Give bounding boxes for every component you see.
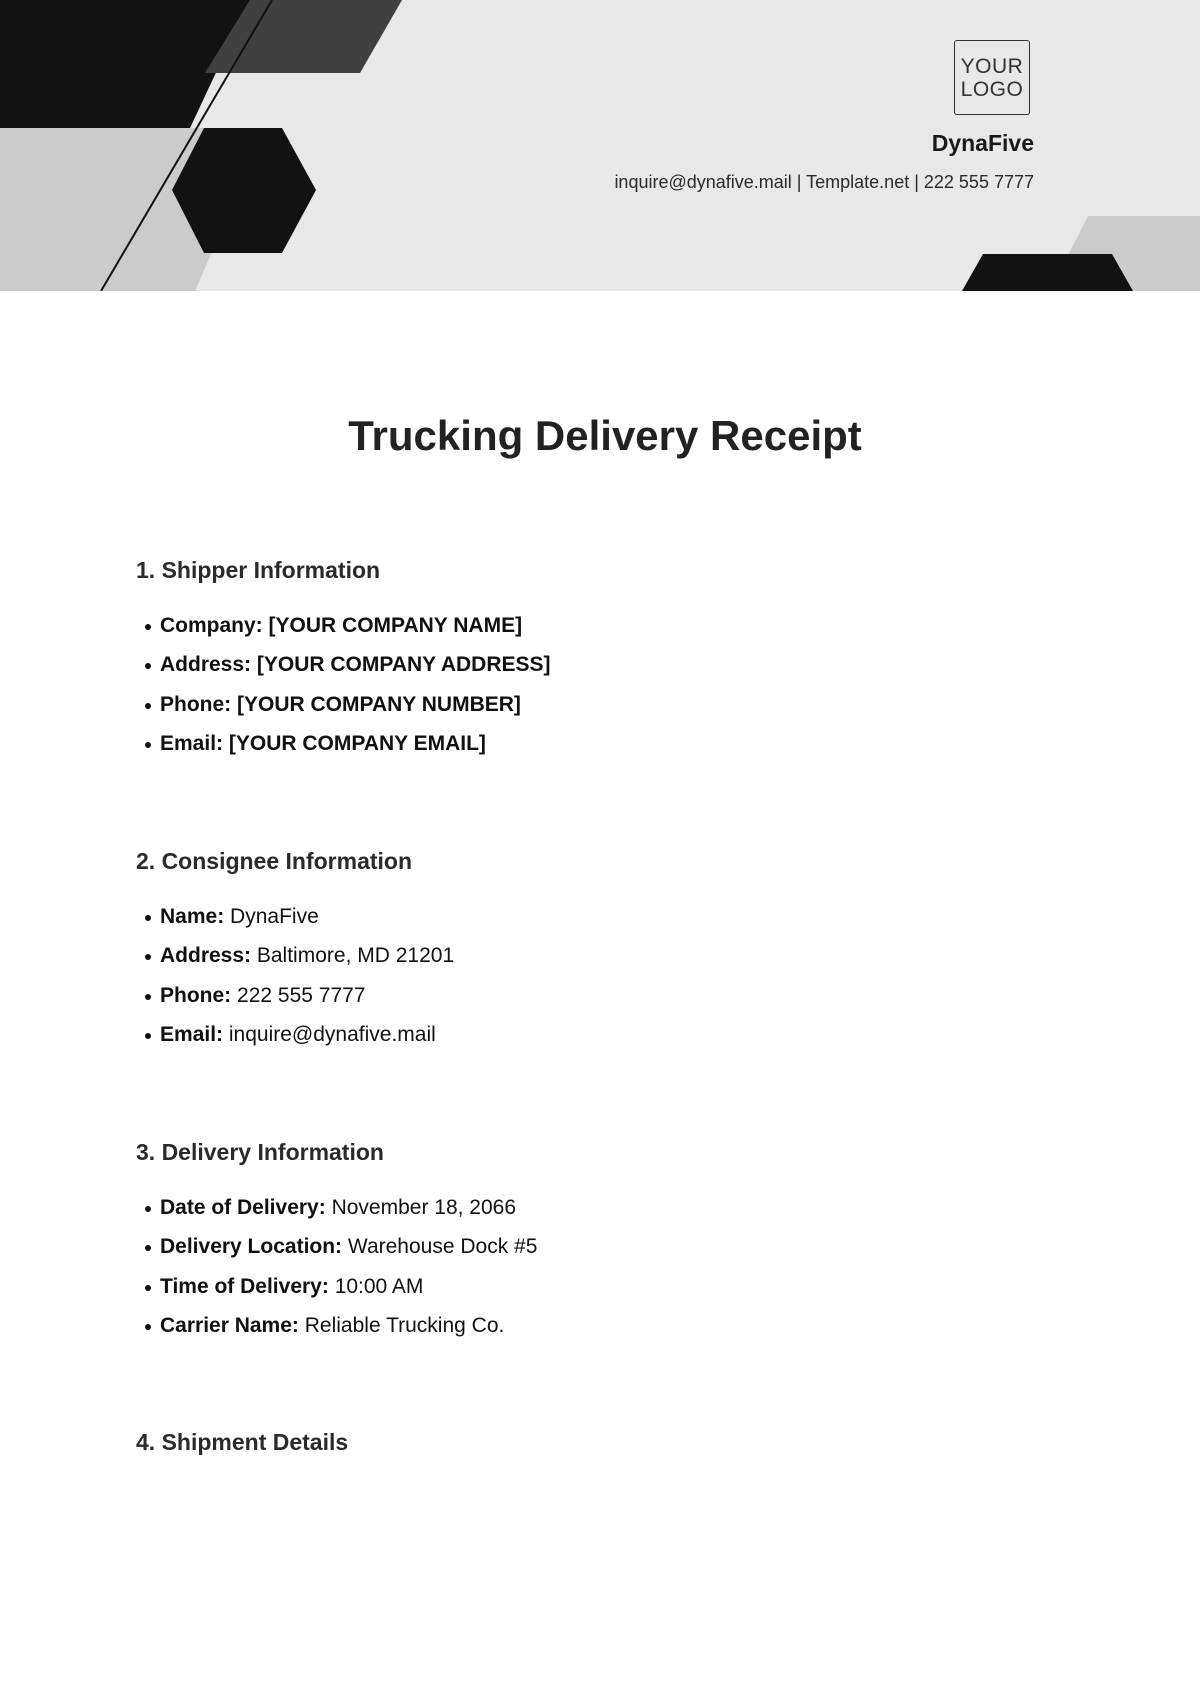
item-value: [YOUR COMPANY NUMBER] bbox=[237, 692, 521, 716]
item-label: Carrier Name: bbox=[160, 1314, 299, 1338]
item-value: [YOUR COMPANY EMAIL] bbox=[228, 732, 486, 756]
item-label: Email: bbox=[160, 1023, 224, 1047]
consignee-info-list bbox=[136, 897, 1036, 1055]
list-item bbox=[136, 606, 1036, 645]
contact-line: inquire@dynafive.mail | Template.net | 222 555 7777 bbox=[614, 172, 1034, 192]
logo-line-1: YOUR bbox=[960, 54, 1024, 78]
item-label: Delivery Location: bbox=[160, 1235, 343, 1259]
item-label: Address: bbox=[160, 653, 252, 677]
page-header bbox=[0, 0, 1200, 291]
list-item bbox=[136, 724, 1036, 763]
shipper-info-list bbox=[136, 606, 1036, 764]
section-delivery-information bbox=[136, 1134, 1036, 1346]
item-label: Email: bbox=[160, 732, 224, 756]
item-label: Time of Delivery: bbox=[160, 1274, 329, 1298]
item-value: 222 555 7777 bbox=[237, 983, 366, 1007]
list-item bbox=[136, 1188, 1036, 1227]
decor-dark-shape-right bbox=[962, 254, 1133, 291]
list-item bbox=[136, 1227, 1036, 1266]
item-value: 10:00 AM bbox=[334, 1274, 424, 1298]
item-value: Baltimore, MD 21201 bbox=[256, 944, 455, 968]
item-label: Company: bbox=[160, 614, 263, 637]
item-label: Date of Delivery: bbox=[160, 1196, 326, 1219]
section-heading: 3. Delivery Information bbox=[136, 1139, 384, 1165]
item-value: Reliable Trucking Co. bbox=[304, 1314, 505, 1338]
item-label: Phone: bbox=[160, 983, 232, 1007]
delivery-info-list bbox=[136, 1188, 1036, 1346]
item-label: Name: bbox=[160, 905, 225, 928]
company-logo bbox=[954, 40, 1030, 115]
section-heading: 1. Shipper Information bbox=[136, 557, 381, 583]
item-value: [YOUR COMPANY ADDRESS] bbox=[256, 653, 551, 677]
list-item bbox=[136, 936, 1036, 975]
document-title: Trucking Delivery Receipt bbox=[348, 412, 862, 459]
list-item bbox=[136, 1015, 1036, 1054]
list-item bbox=[136, 685, 1036, 724]
section-shipper-information bbox=[136, 552, 1036, 764]
section-shipment-details bbox=[136, 1424, 1036, 1460]
item-label: Phone: bbox=[160, 692, 232, 716]
list-item bbox=[136, 645, 1036, 684]
company-name: DynaFive bbox=[931, 130, 1034, 156]
item-value: Warehouse Dock #5 bbox=[347, 1235, 538, 1259]
section-heading: 2. Consignee Information bbox=[136, 848, 413, 874]
section-heading: 4. Shipment Details bbox=[136, 1429, 349, 1455]
item-value: inquire@dynafive.mail bbox=[228, 1023, 436, 1047]
item-value: [YOUR COMPANY NAME] bbox=[268, 614, 523, 637]
logo-line-2: LOGO bbox=[960, 77, 1024, 101]
list-item bbox=[136, 1267, 1036, 1306]
item-value: November 18, 2066 bbox=[331, 1196, 517, 1219]
list-item bbox=[136, 976, 1036, 1015]
list-item bbox=[136, 1306, 1036, 1345]
item-value: DynaFive bbox=[230, 905, 319, 928]
section-consignee-information bbox=[136, 843, 1036, 1055]
list-item bbox=[136, 897, 1036, 936]
item-label: Address: bbox=[160, 944, 252, 968]
